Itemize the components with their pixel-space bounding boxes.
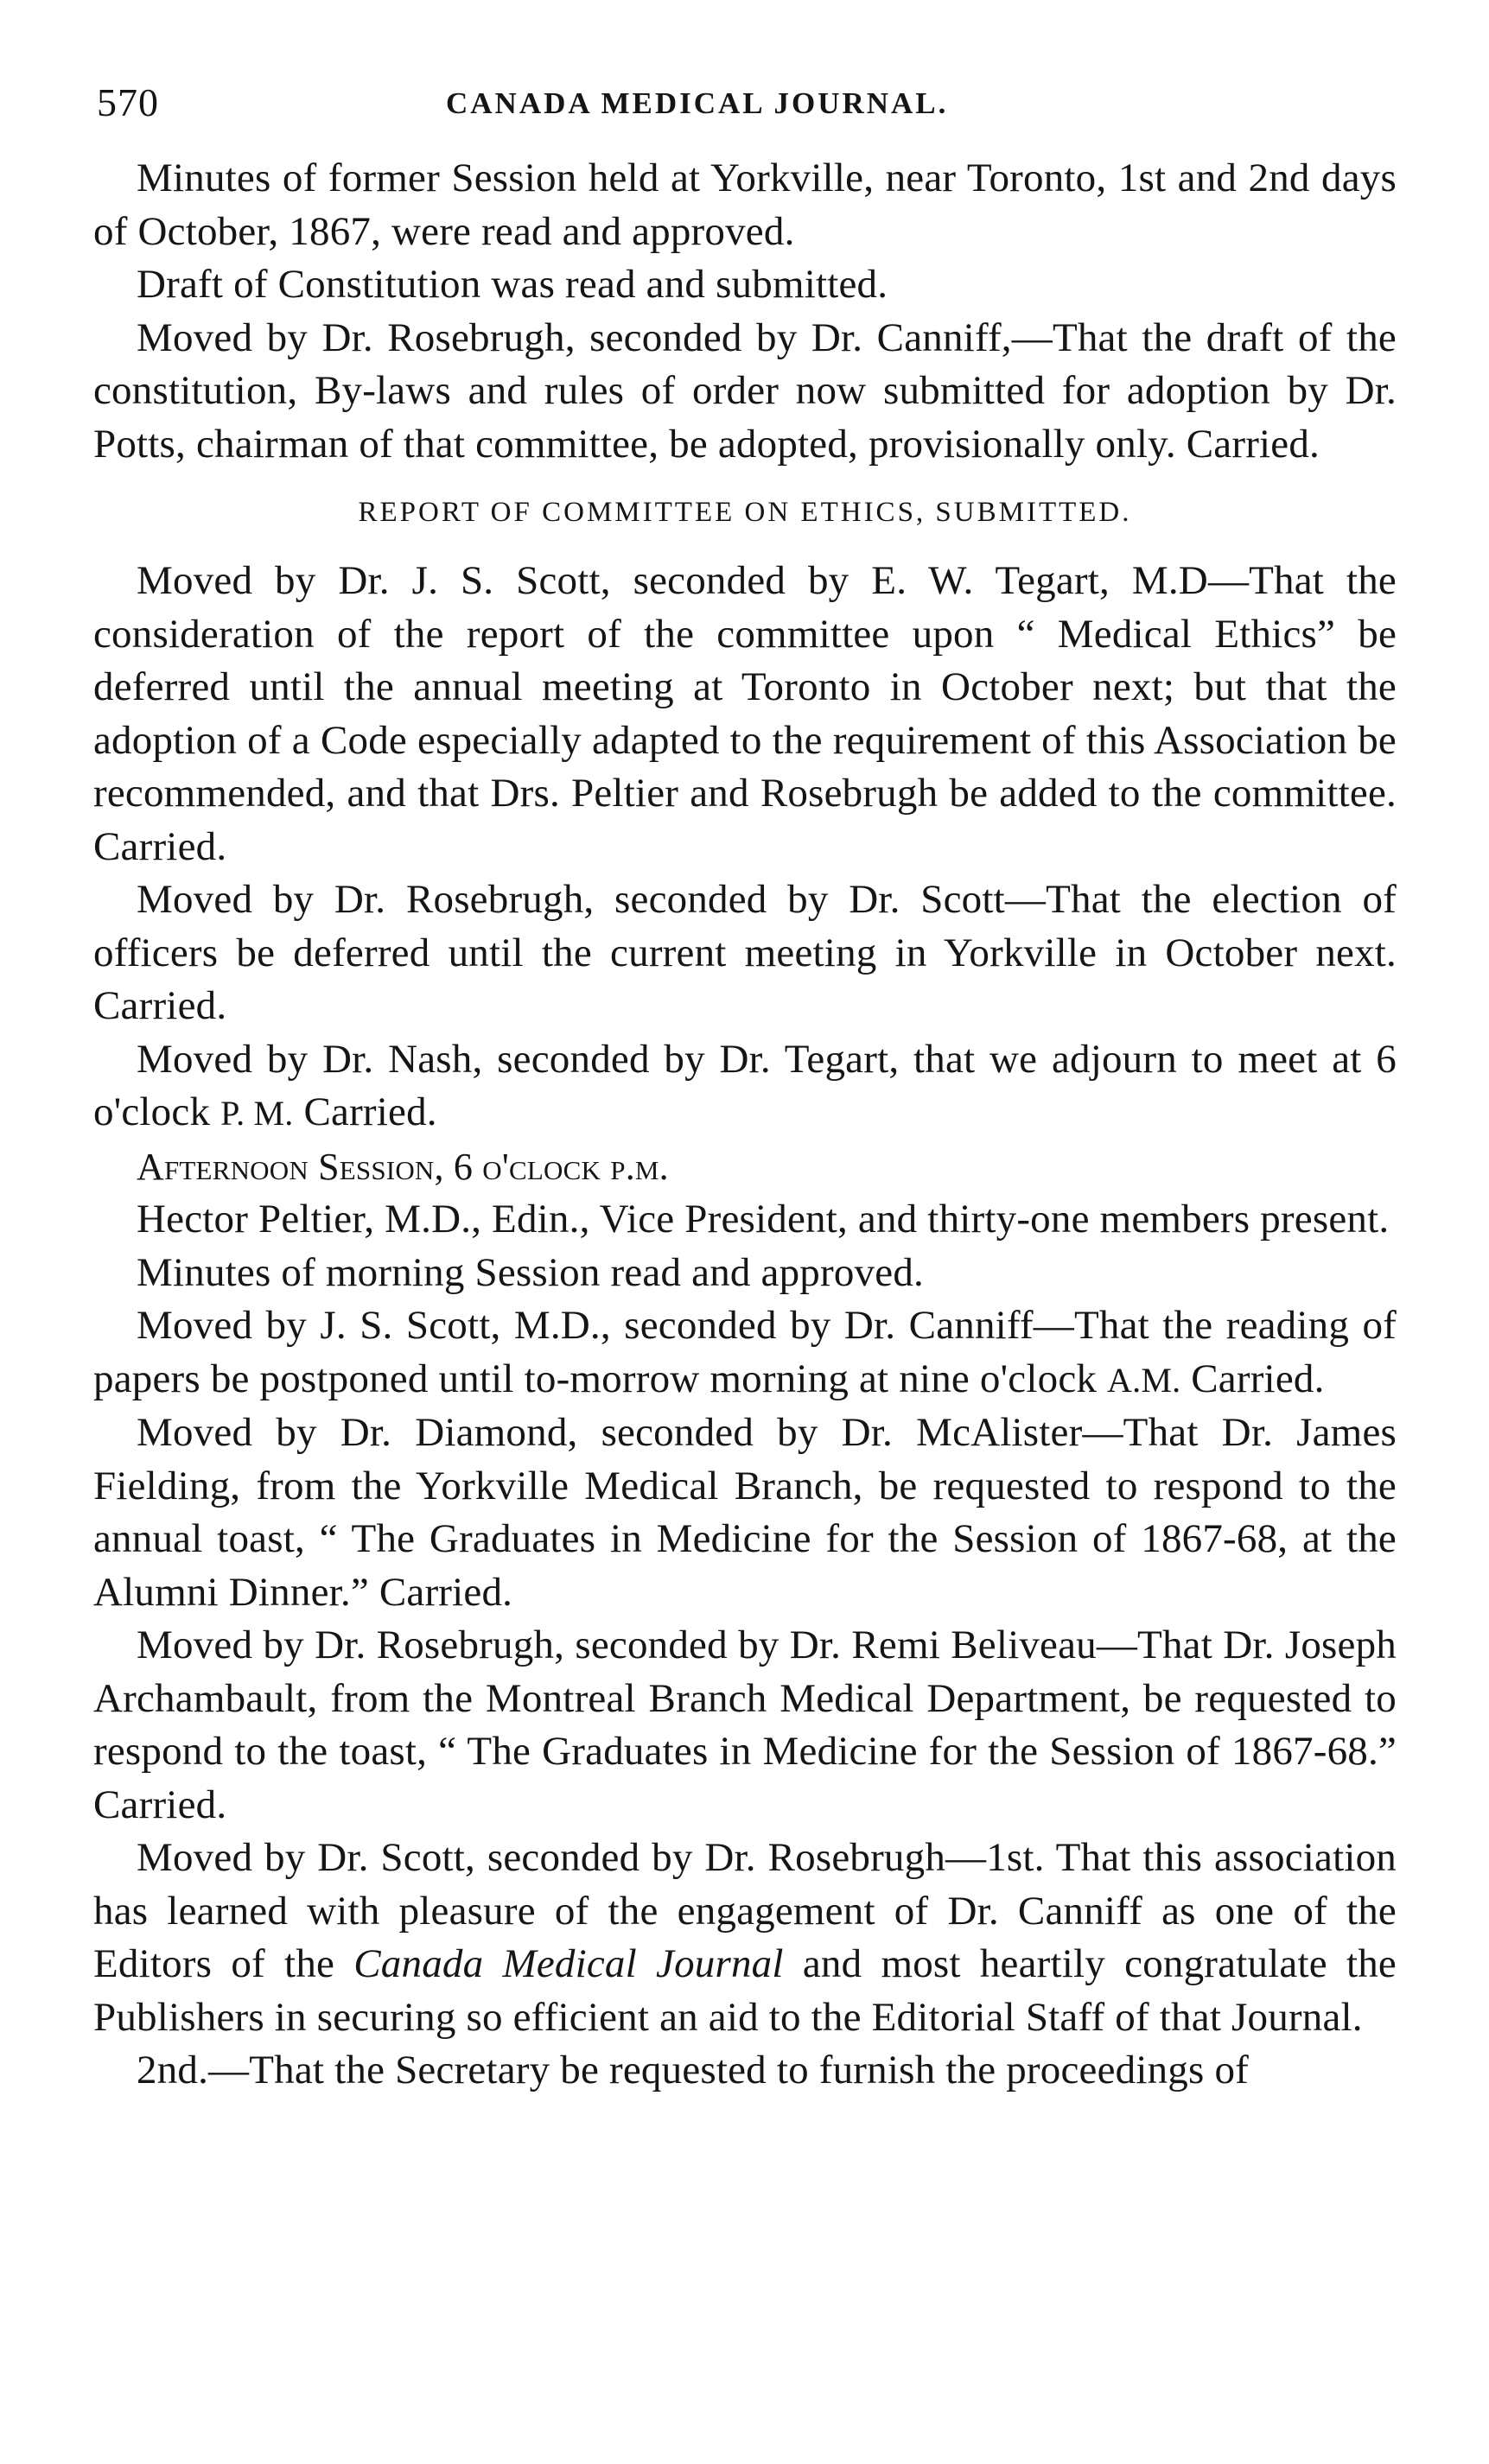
paragraph-motion-constitution: Moved by Dr. Rosebrugh, seconded by Dr. Canniff,—That the draft of the constitution, By-laws and rules of order now submitted for adoption by Dr. Potts, chairman of that committee, be adopted, provisionally only. Carried. <box>93 314 1397 467</box>
paragraph-afternoon-session <box>93 1140 1397 1194</box>
paragraph-motion-election: Moved by Dr. Rosebrugh, seconded by Dr. Scott—That the election of officers be deferred until the current meeting in Yorkville in October next. Carried. <box>93 877 1397 1028</box>
paragraph-motion-fielding: Moved by Dr. Diamond, seconded by Dr. McAlister—That Dr. James Fielding, from the Yorkville Medical Branch, be requested to respond to the annual toast, “ The Graduates in Medicine for the Session of 1867-68, at the Alumni Dinner.” Carried. <box>93 1410 1397 1615</box>
paragraph-minutes-morning: Minutes of morning Session read and approved. <box>137 1249 924 1295</box>
papers-carried: Carried. <box>1191 1356 1325 1401</box>
pm-abbreviation: P. M. <box>220 1094 294 1133</box>
adjourn-text: Moved by Dr. Nash, seconded by Dr. Tegart, that we adjourn to meet at 6 o'clock <box>93 1036 1397 1134</box>
page-number: 570 <box>97 80 159 124</box>
paragraph-second-resolution: 2nd.—That the Secretary be requested to furnish the proceedings of <box>137 2048 1249 2092</box>
am-abbreviation: A.M. <box>1107 1360 1181 1400</box>
afternoon-session-label: Afternoon Session, 6 o'clock p.m. <box>137 1145 669 1188</box>
section-heading: REPORT OF COMMITTEE ON ETHICS, SUBMITTED. <box>358 497 1132 528</box>
journal-page <box>93 69 1397 2098</box>
paragraph-motion-papers <box>93 1299 1397 1407</box>
paragraph-motion-ethics: Moved by Dr. J. S. Scott, seconded by E. W. Tegart, M.D—That the consideration of the report of the committee upon “ Medical Ethics” be deferred until the annual meeting at Toronto in October next; but that the adoption of a Code especially adapted to the requirement of this Association be recommended, and that Drs. Peltier and Rosebrugh be added to the committee. Carried. <box>93 558 1397 869</box>
page-header <box>93 69 1397 147</box>
paragraph-motion-archambault: Moved by Dr. Rosebrugh, seconded by Dr. Remi Beliveau—That Dr. Joseph Archambault, from the Montreal Branch Medical Department, be requested to respond to the toast, “ The Graduates in Medicine for the Session of 1867-68.” Carried. <box>93 1623 1397 1827</box>
paragraph-attendance: Hector Peltier, M.D., Edin., Vice President, and thirty-one members present. <box>137 1197 1390 1242</box>
adjourn-carried: Carried. <box>303 1089 437 1134</box>
journal-title: Canada Medical Journal <box>353 1941 784 1986</box>
paragraph-minutes-former-session: Minutes of former Session held at Yorkville, near Toronto, 1st and 2nd days of October, 1867, were read and approved. <box>93 156 1397 254</box>
editor-text: Moved by Dr. Scott, seconded by Dr. Rosebrugh—1st. That this association has learned with pleasure of the engagement of Dr. Canniff as one of the Editors of the <box>93 1835 1397 1986</box>
paragraph-motion-adjourn <box>93 1033 1397 1140</box>
paragraph-motion-canniff-editor <box>93 1832 1397 2044</box>
running-head: CANADA MEDICAL JOURNAL. <box>446 86 949 120</box>
papers-text: Moved by J. S. Scott, M.D., seconded by Dr. Canniff—That the reading of papers be postponed until to-morrow morning at nine o'clock <box>93 1303 1397 1401</box>
paragraph-draft-constitution: Draft of Constitution was read and submitted. <box>137 262 888 307</box>
editor-text-continued: and most heartily congratulate the Publishers in securing so efficient an aid to the Editorial Staff of that Journal. <box>93 1941 1397 2040</box>
